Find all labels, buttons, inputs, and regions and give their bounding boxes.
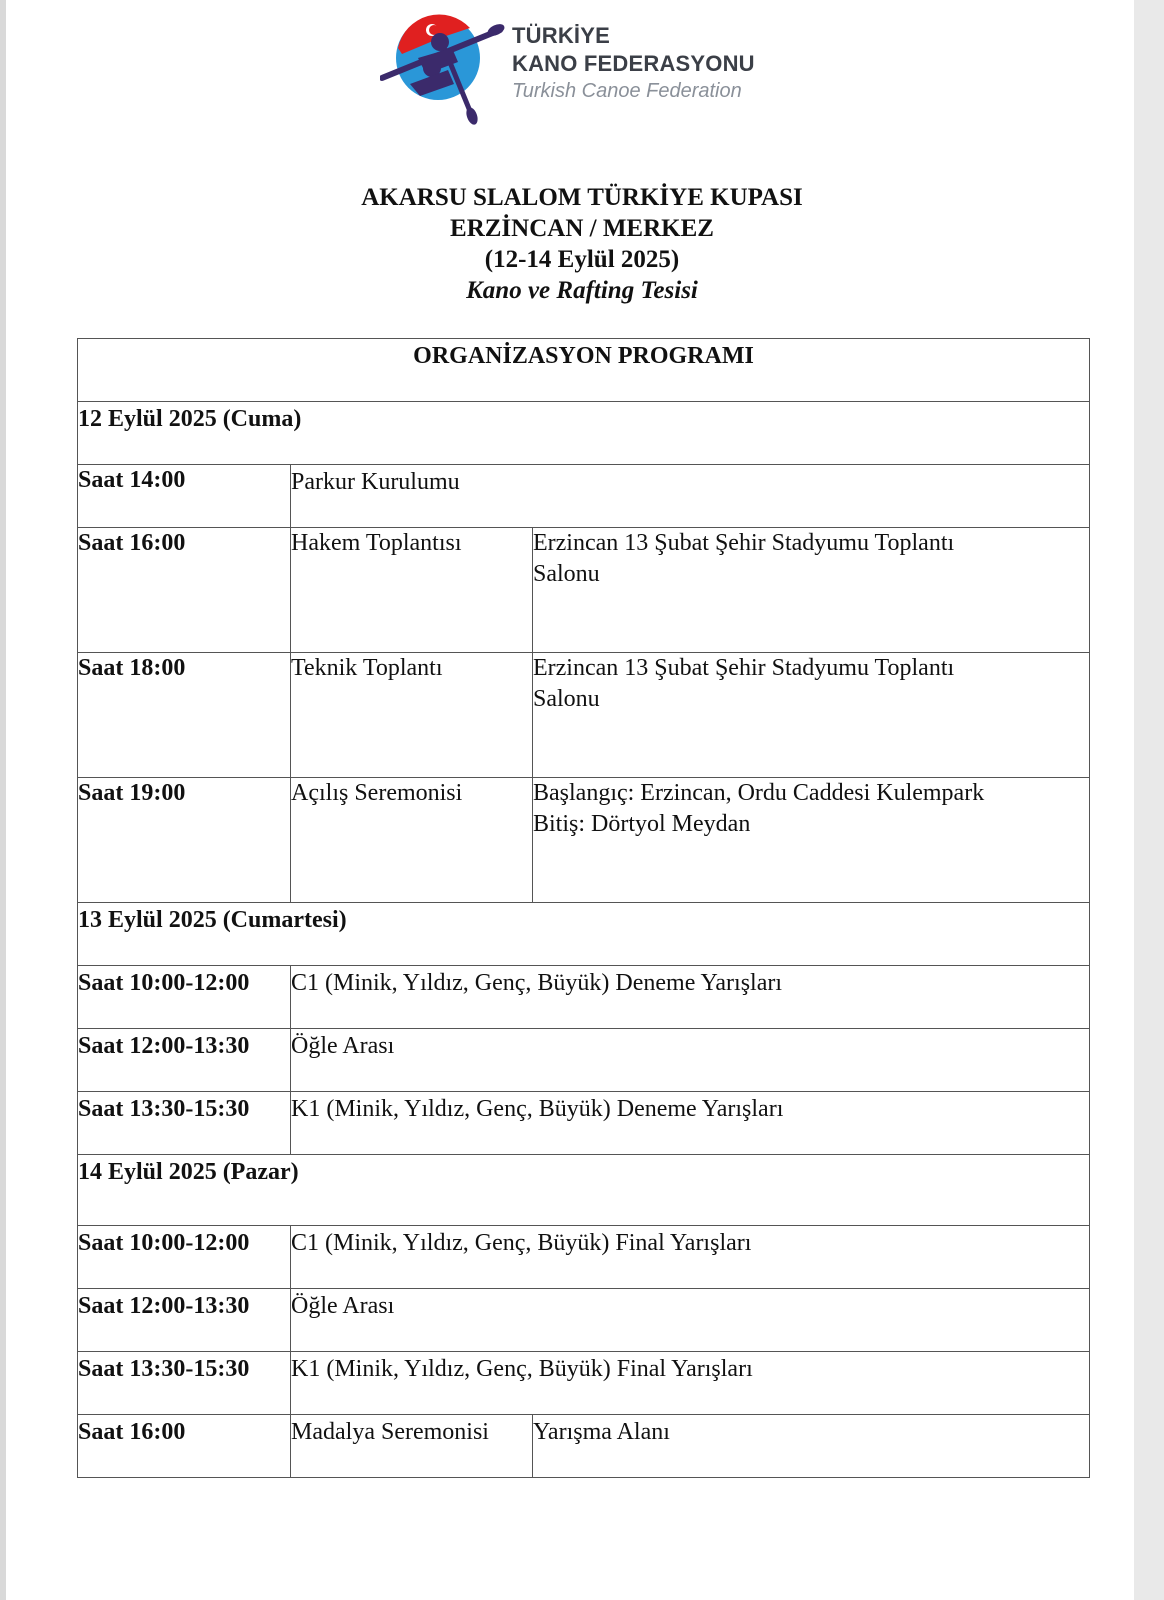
table-row xyxy=(78,1226,1090,1289)
table-row xyxy=(78,653,1090,778)
table-row xyxy=(78,1352,1090,1415)
location-cell: Yarışma Alanı xyxy=(533,1415,1090,1478)
time-cell: Saat 12:00-13:30 xyxy=(78,1029,291,1092)
location-line: Başlangıç: Erzincan, Ordu Caddesi Kulempark xyxy=(533,780,985,806)
event-name: AKARSU SLALOM TÜRKİYE KUPASI xyxy=(361,184,803,211)
time-cell: Saat 13:30-15:30 xyxy=(78,1352,291,1415)
location-line: Erzincan 13 Şubat Şehir Stadyumu Toplantı xyxy=(533,530,955,556)
table-row xyxy=(78,966,1090,1029)
table-row xyxy=(78,778,1090,903)
event-dates: (12-14 Eylül 2025) xyxy=(484,246,680,273)
federation-logo xyxy=(380,8,780,128)
day-row xyxy=(78,1155,1090,1226)
table-row xyxy=(78,1092,1090,1155)
location-line: Salonu xyxy=(533,686,600,712)
table-row xyxy=(78,1289,1090,1352)
table-row xyxy=(78,528,1090,653)
location-cell xyxy=(533,528,1090,653)
program-table xyxy=(77,338,1090,1478)
activity-cell: Hakem Toplantısı xyxy=(291,528,533,653)
activity-cell: K1 (Minik, Yıldız, Genç, Büyük) Final Yarışları xyxy=(291,1352,1090,1415)
time-cell: Saat 16:00 xyxy=(78,1415,291,1478)
day-row xyxy=(78,402,1090,465)
time-cell: Saat 16:00 xyxy=(78,528,291,653)
time-cell: Saat 12:00-13:30 xyxy=(78,1289,291,1352)
location-line: Bitiş: Dörtyol Meydan xyxy=(533,811,751,837)
activity-cell: C1 (Minik, Yıldız, Genç, Büyük) Deneme Yarışları xyxy=(291,966,1090,1029)
location-cell xyxy=(533,653,1090,778)
location-line: Salonu xyxy=(533,561,600,587)
canoe-emblem-icon xyxy=(380,8,510,128)
time-cell: Saat 10:00-12:00 xyxy=(78,966,291,1029)
table-row xyxy=(78,1029,1090,1092)
day-row xyxy=(78,903,1090,966)
activity-cell: Açılış Seremonisi xyxy=(291,778,533,903)
time-cell: Saat 19:00 xyxy=(78,778,291,903)
event-location: ERZİNCAN / MERKEZ xyxy=(450,215,714,242)
day-label: 13 Eylül 2025 (Cumartesi) xyxy=(78,903,1090,966)
event-venue: Kano ve Rafting Tesisi xyxy=(466,277,698,304)
activity-cell: Madalya Seremonisi xyxy=(291,1415,533,1478)
time-cell: Saat 14:00 xyxy=(78,465,291,528)
activity-cell: Öğle Arası xyxy=(291,1029,1090,1092)
table-row xyxy=(78,465,1090,528)
program-heading: ORGANİZASYON PROGRAMI xyxy=(78,339,1090,402)
day-label: 12 Eylül 2025 (Cuma) xyxy=(78,402,1090,465)
time-cell: Saat 10:00-12:00 xyxy=(78,1226,291,1289)
location-line: Erzincan 13 Şubat Şehir Stadyumu Toplantı xyxy=(533,655,955,681)
logo-line-1: TÜRKİYE xyxy=(512,23,610,48)
location-cell xyxy=(533,778,1090,903)
activity-cell: K1 (Minik, Yıldız, Genç, Büyük) Deneme Yarışları xyxy=(291,1092,1090,1155)
table-row xyxy=(78,1415,1090,1478)
time-cell: Saat 18:00 xyxy=(78,653,291,778)
activity-cell: Parkur Kurulumu xyxy=(291,465,1090,528)
document-title xyxy=(0,182,1164,306)
logo-line-2: KANO FEDERASYONU xyxy=(512,51,755,76)
program-heading-row xyxy=(78,339,1090,402)
activity-cell: C1 (Minik, Yıldız, Genç, Büyük) Final Yarışları xyxy=(291,1226,1090,1289)
logo-line-3: Turkish Canoe Federation xyxy=(512,80,742,102)
day-label: 14 Eylül 2025 (Pazar) xyxy=(78,1155,1090,1226)
time-cell: Saat 13:30-15:30 xyxy=(78,1092,291,1155)
logo-text xyxy=(512,22,755,104)
activity-cell: Öğle Arası xyxy=(291,1289,1090,1352)
activity-cell: Teknik Toplantı xyxy=(291,653,533,778)
